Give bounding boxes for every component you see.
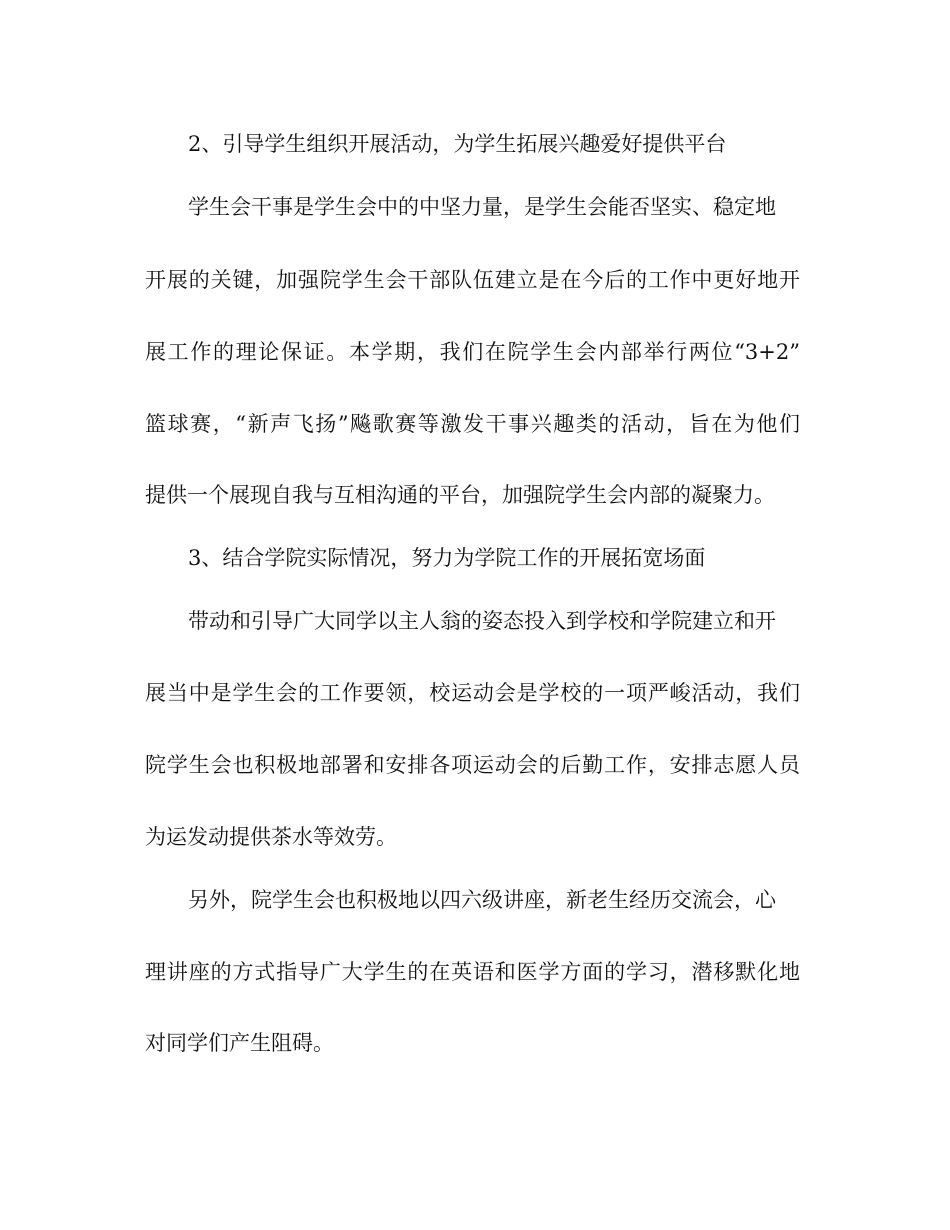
- paragraph-line: 提供一个展现自我与互相沟通的平台，加强院学生会内部的凝聚力。: [145, 483, 775, 507]
- paragraph-line: 带动和引导广大同学以主人翁的姿态投入到学校和学院建立和开: [188, 609, 776, 633]
- paragraph-line: 对同学们产生阻碍。: [145, 1031, 334, 1055]
- paragraph-line: 院学生会也积极地部署和安排各项运动会的后勤工作，安排志愿人员: [145, 753, 800, 777]
- paragraph-line: 开展的关键，加强院学生会干部队伍建立是在今后的工作中更好地开: [145, 268, 800, 292]
- paragraph-line: 展工作的理论保证。本学期，我们在院学生会内部举行两位“3+2”: [145, 340, 800, 364]
- paragraph-line: 学生会干事是学生会中的中坚力量，是学生会能否坚实、稳定地: [188, 195, 776, 219]
- section-heading-3: 3、结合学院实际情况，努力为学院工作的开展拓宽场面: [188, 546, 706, 570]
- paragraph-line: 为运发动提供茶水等效劳。: [145, 825, 397, 849]
- section-heading-2: 2、引导学生组织开展活动，为学生拓展兴趣爱好提供平台: [188, 132, 727, 156]
- paragraph-line: 另外，院学生会也积极地以四六级讲座，新老生经历交流会，心: [188, 888, 776, 912]
- paragraph-line: 篮球赛，“新声飞扬”飚歌赛等激发干事兴趣类的活动，旨在为他们: [145, 412, 800, 436]
- paragraph-line: 理讲座的方式指导广大学生的在英语和医学方面的学习，潜移默化地: [145, 960, 800, 984]
- paragraph-line: 展当中是学生会的工作要领，校运动会是学校的一项严峻活动，我们: [145, 681, 800, 705]
